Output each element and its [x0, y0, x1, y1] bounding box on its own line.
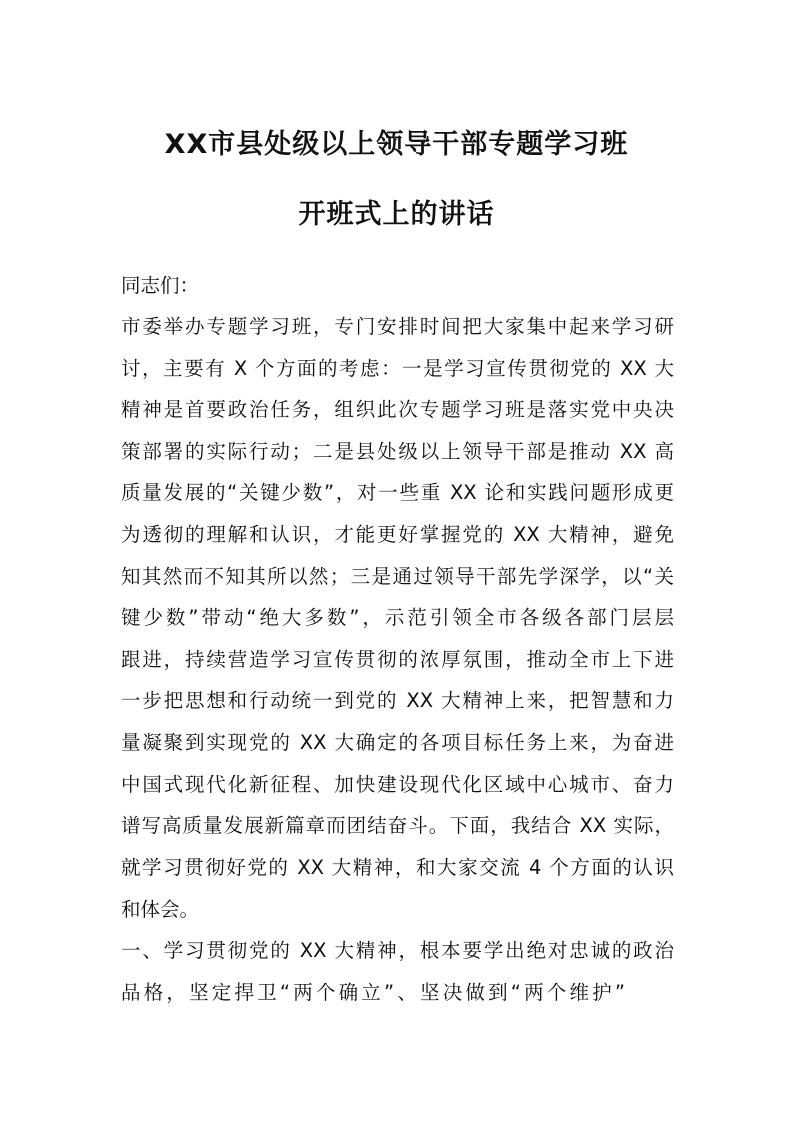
text-line: 为透彻的理解和认识，才能更好掌握党的 XX 大精神，避免	[121, 523, 674, 546]
salutation: 同志们：	[121, 274, 200, 297]
text-line: 键少数”带动“绝大多数”，示范引领全市各级各部门层层	[121, 606, 674, 629]
text-line: 品格，坚定捍卫“两个确立”、坚决做到“两个维护”	[121, 981, 629, 1004]
text-line: 质量发展的“关键少数”，对一些重 XX 论和实践问题形成更	[121, 481, 674, 504]
text-line: 量凝聚到实现党的 XX 大确定的各项目标任务上来，为奋进	[121, 731, 674, 754]
text-line: 和体会。	[121, 898, 200, 921]
text-line: 一、学习贯彻党的 XX 大精神，根本要学出绝对忠诚的政治	[121, 939, 674, 962]
text-line: 谱写高质量发展新篇章而团结奋斗。下面，我结合 XX 实际，	[121, 814, 674, 837]
document-title-line-1: XX市县处级以上领导干部专题学习班	[164, 129, 629, 160]
text-line: 中国式现代化新征程、加快建设现代化区域中心城市、奋力	[121, 773, 674, 796]
text-line: 策部署的实际行动；二是县处级以上领导干部是推动 XX 高	[121, 440, 674, 463]
text-line: 就学习贯彻好党的 XX 大精神，和大家交流 4 个方面的认识	[121, 856, 674, 879]
text-line: 市委举办专题学习班，专门安排时间把大家集中起来学习研	[121, 315, 674, 338]
text-line: 一步把思想和行动统一到党的 XX 大精神上来，把智慧和力	[121, 689, 674, 712]
text-line: 讨，主要有 X 个方面的考虑：一是学习宣传贯彻党的 XX 大	[121, 357, 674, 380]
document-title-line-2: 开班式上的讲话	[298, 199, 495, 230]
text-line: 跟进，持续营造学习宣传贯彻的浓厚氛围，推动全市上下进	[121, 648, 674, 671]
text-line: 精神是首要政治任务，组织此次专题学习班是落实党中央决	[121, 398, 674, 421]
text-line: 知其然而不知其所以然；三是通过领导干部先学深学，以“关	[121, 565, 674, 588]
